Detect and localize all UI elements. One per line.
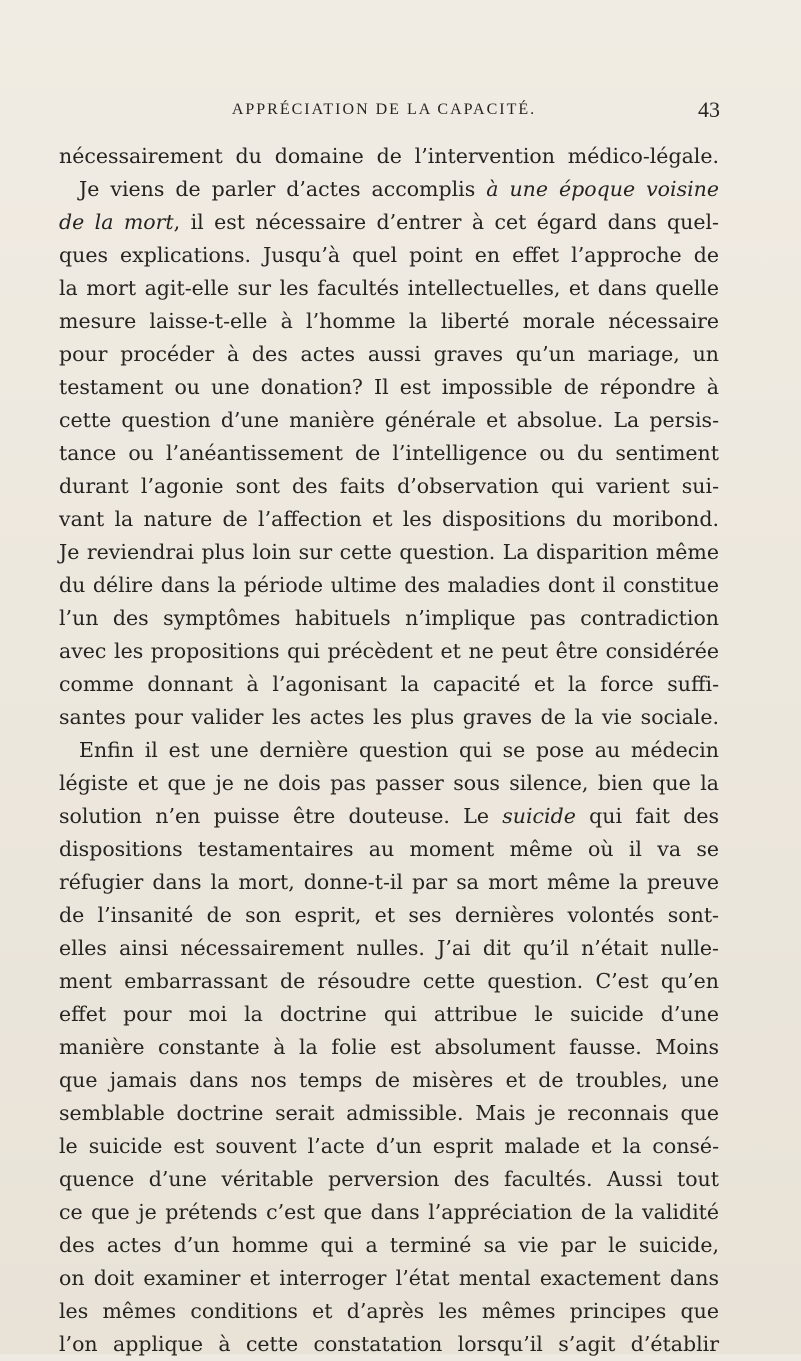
text-line bbox=[59, 1097, 719, 1130]
text-line bbox=[59, 866, 719, 899]
text-run: quence d’une véritable perversion des facultés. Aussi tout bbox=[59, 1167, 719, 1191]
text-line bbox=[59, 734, 719, 767]
italic-run: à une époque voisine bbox=[486, 177, 719, 201]
text-run: Je viens de parler d’actes accomplis bbox=[79, 177, 487, 201]
text-line bbox=[59, 1295, 719, 1328]
text-run: elles ainsi nécessairement nulles. J’ai dit qu’il n’était nulle- bbox=[59, 936, 719, 960]
text-run: dispositions testamentaires au moment même où il va se bbox=[59, 837, 719, 861]
text-run: du délire dans la période ultime des maladies dont il constitue bbox=[59, 573, 719, 597]
text-line bbox=[59, 338, 719, 371]
text-line bbox=[59, 965, 719, 998]
text-run: solution n’en puisse être douteuse. Le bbox=[59, 804, 503, 828]
text-run: le suicide est souvent l’acte d’un esprit malade et la consé- bbox=[59, 1134, 719, 1158]
text-run: de l’insanité de son esprit, et ses dernières volontés sont- bbox=[59, 903, 719, 927]
text-line bbox=[59, 503, 719, 536]
text-run: l’on applique à cette constatation lorsqu’il s’agit d’établir bbox=[59, 1332, 719, 1356]
text-run: on doit examiner et interroger l’état mental exactement dans bbox=[59, 1266, 719, 1290]
text-run: ques explications. Jusqu’à quel point en effet l’approche de bbox=[59, 243, 719, 267]
text-line bbox=[59, 602, 719, 635]
text-line bbox=[59, 1196, 719, 1229]
text-run: manière constante à la folie est absolument fausse. Moins bbox=[59, 1035, 719, 1059]
running-head: APPRÉCIATION DE LA CAPACITÉ. bbox=[231, 101, 537, 118]
text-run: mesure laisse-t-elle à l’homme la liberté morale nécessaire bbox=[59, 309, 719, 333]
text-line bbox=[59, 239, 719, 272]
text-line bbox=[59, 998, 719, 1031]
page-header bbox=[120, 97, 720, 127]
text-run: tance ou l’anéantissement de l’intelligence ou du sentiment bbox=[59, 441, 719, 465]
italic-run: suicide bbox=[502, 804, 576, 828]
text-run: pour procéder à des actes aussi graves qu’un mariage, un bbox=[59, 342, 719, 366]
text-run: Je reviendrai plus loin sur cette question. La disparition même bbox=[59, 540, 719, 564]
text-line bbox=[59, 305, 719, 338]
text-line bbox=[59, 1328, 719, 1361]
text-line bbox=[59, 1130, 719, 1163]
text-run: l’un des symptômes habituels n’implique pas contradiction bbox=[59, 606, 719, 630]
text-run: que jamais dans nos temps de misères et de troubles, une bbox=[59, 1068, 719, 1092]
text-line bbox=[59, 569, 719, 602]
text-line bbox=[59, 701, 719, 734]
text-run: testament ou une donation? Il est impossible de répondre à bbox=[59, 375, 719, 399]
text-line bbox=[59, 140, 719, 173]
text-line bbox=[59, 1064, 719, 1097]
text-run: Enfin il est une dernière question qui se pose au médecin bbox=[79, 738, 719, 762]
text-line bbox=[59, 635, 719, 668]
text-run: qui fait des bbox=[575, 804, 719, 828]
text-run: réfugier dans la mort, donne-t-il par sa mort même la preuve bbox=[59, 870, 719, 894]
text-run: ment embarrassant de résoudre cette question. C’est qu’en bbox=[59, 969, 719, 993]
text-line bbox=[59, 206, 719, 239]
text-line bbox=[59, 371, 719, 404]
text-run: santes pour valider les actes les plus graves de la vie sociale. bbox=[59, 705, 719, 729]
text-run: ce que je prétends c’est que dans l’appréciation de la validité bbox=[59, 1200, 719, 1224]
text-run: vant la nature de l’affection et les dispositions du moribond. bbox=[59, 507, 719, 531]
text-run: nécessairement du domaine de l’intervention médico-légale. bbox=[59, 144, 719, 168]
text-run: cette question d’une manière générale et absolue. La persis- bbox=[59, 408, 719, 432]
text-run: la mort agit-elle sur les facultés intellectuelles, et dans quelle bbox=[59, 276, 719, 300]
body-text bbox=[59, 140, 719, 1361]
text-run: semblable doctrine serait admissible. Mais je reconnais que bbox=[59, 1101, 719, 1125]
text-run: avec les propositions qui précèdent et ne peut être considérée bbox=[59, 639, 719, 663]
text-line bbox=[59, 668, 719, 701]
text-run: comme donnant à l’agonisant la capacité et la force suffi- bbox=[59, 672, 719, 696]
text-run: légiste et que je ne dois pas passer sous silence, bien que la bbox=[59, 771, 719, 795]
text-line bbox=[59, 800, 719, 833]
text-run: durant l’agonie sont des faits d’observation qui varient sui- bbox=[59, 474, 719, 498]
text-line bbox=[59, 404, 719, 437]
text-line bbox=[59, 932, 719, 965]
text-line bbox=[59, 272, 719, 305]
text-line bbox=[59, 833, 719, 866]
text-line bbox=[59, 173, 719, 206]
text-line bbox=[59, 899, 719, 932]
italic-run: de la mort bbox=[59, 210, 174, 234]
text-run: effet pour moi la doctrine qui attribue le suicide d’une bbox=[59, 1002, 719, 1026]
text-run: des actes d’un homme qui a terminé sa vie par le suicide, bbox=[59, 1233, 719, 1257]
text-line bbox=[59, 437, 719, 470]
text-line bbox=[59, 470, 719, 503]
text-line bbox=[59, 1031, 719, 1064]
text-line bbox=[59, 536, 719, 569]
page-number: 43 bbox=[698, 97, 720, 122]
text-line bbox=[59, 767, 719, 800]
text-run: , il est nécessaire d’entrer à cet égard dans quel- bbox=[173, 210, 719, 234]
text-run: les mêmes conditions et d’après les mêmes principes que bbox=[59, 1299, 719, 1323]
text-line bbox=[59, 1163, 719, 1196]
text-line bbox=[59, 1229, 719, 1262]
text-line bbox=[59, 1262, 719, 1295]
